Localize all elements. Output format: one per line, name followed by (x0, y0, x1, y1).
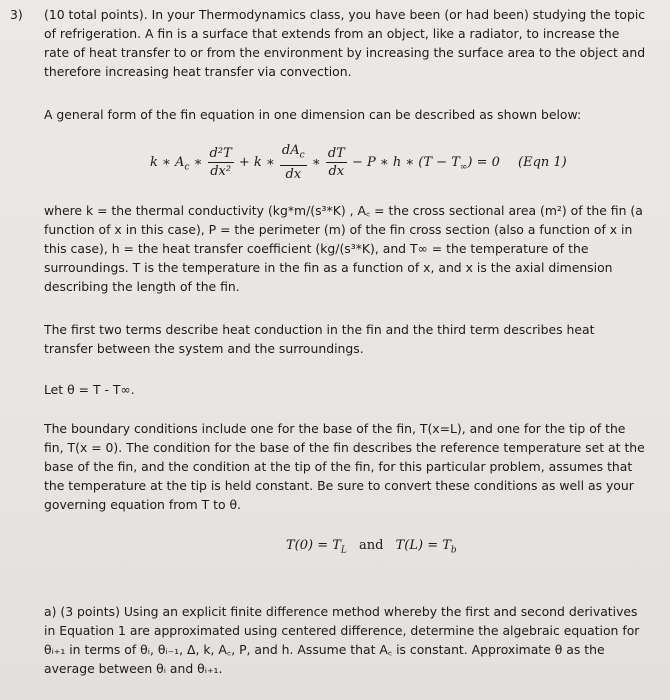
first-two-terms-line-1: The first two terms describe heat conduction in the fin and the third term describes heat (44, 322, 595, 337)
part-a-line-2: in Equation 1 are approximated using centered difference, determine the algebraic equation for (44, 623, 640, 638)
temperature-derivative-fraction: $\frac{dT}{dx}$ (327, 145, 345, 179)
part-a-line-1: a) (3 points) Using an explicit finite difference method whereby the first and second derivatives (44, 604, 638, 619)
boundary-line-1: The boundary conditions include one for the base of the fin, T(x=L), and one for the tip of the (44, 421, 626, 436)
fin-equation: k ∗ $A_c$ ∗ $\frac{\text{d²T}}{\text{dx²}}$ + k ∗ $\frac{dA_c}{dx}$ ∗ $\frac{dT}{dx}$ − P ∗ h ∗ $(T - T_\infty) = 0$ (Eqn 1) (150, 143, 567, 182)
boundary-line-3: base of the fin, and the condition at the tip of the fin, for this particular problem, assumes that (44, 459, 633, 474)
question-intro-line-3: rate of heat transfer to or from the environment by increasing the surface area to the object and (44, 45, 646, 60)
second-derivative-fraction: $\frac{\text{d²T}}{\text{dx²}}$ (209, 145, 232, 179)
question-number: 3) (10, 7, 23, 22)
boundary-conditions-equation: $T(0) = T_L$ and $T(L) = T_b$ (286, 538, 457, 556)
general-form-text: A general form of the fin equation in one dimension can be described as shown below: (44, 107, 582, 122)
where-line-4: surroundings. T is the temperature in the fin as a function of x, and x is the axial dimension (44, 260, 613, 275)
question-intro-line-1: (10 total points). In your Thermodynamics class, you have been (or had been) studying the topic (44, 7, 646, 22)
part-a-line-3: θᵢ₊₁ in terms of θᵢ, θᵢ₋₁, Δ, k, A꜀, P, and h. Assume that A꜀ is constant. Approximate θ as the (44, 642, 605, 657)
let-theta-definition: Let θ = T - T∞. (44, 382, 135, 397)
question-intro-line-4: therefore increasing heat transfer via convection. (44, 64, 352, 79)
boundary-line-4: the temperature at the tip is held constant. Be sure to convert these conditions as well as your (44, 478, 634, 493)
first-two-terms-line-2: transfer between the system and the surroundings. (44, 341, 364, 356)
area-derivative-fraction: $\frac{dA_c}{dx}$ (281, 143, 305, 182)
where-line-5: describing the length of the fin. (44, 279, 240, 294)
question-intro-line-2: of refrigeration. A fin is a surface that extends from an object, like a radiator, to increase the (44, 26, 620, 41)
where-line-3: this case), h = the heat transfer coefficient (kg/(s³*K), and T∞ = the temperature of the (44, 241, 589, 256)
part-a-line-4: average between θᵢ and θᵢ₊₁. (44, 661, 223, 676)
boundary-line-2: fin, T(x = 0). The condition for the base of the fin describes the reference temperature set at the (44, 440, 645, 455)
boundary-line-5: governing equation from T to θ. (44, 497, 242, 512)
equation-label: (Eqn 1) (518, 154, 567, 170)
where-line-1: where k = the thermal conductivity (kg*m/(s³*K) , A꜀ = the cross sectional area (m²) of the fin (a (44, 203, 643, 218)
where-line-2: function of x in this case), P = the perimeter (m) of the fin cross section (also a function of x in (44, 222, 633, 237)
